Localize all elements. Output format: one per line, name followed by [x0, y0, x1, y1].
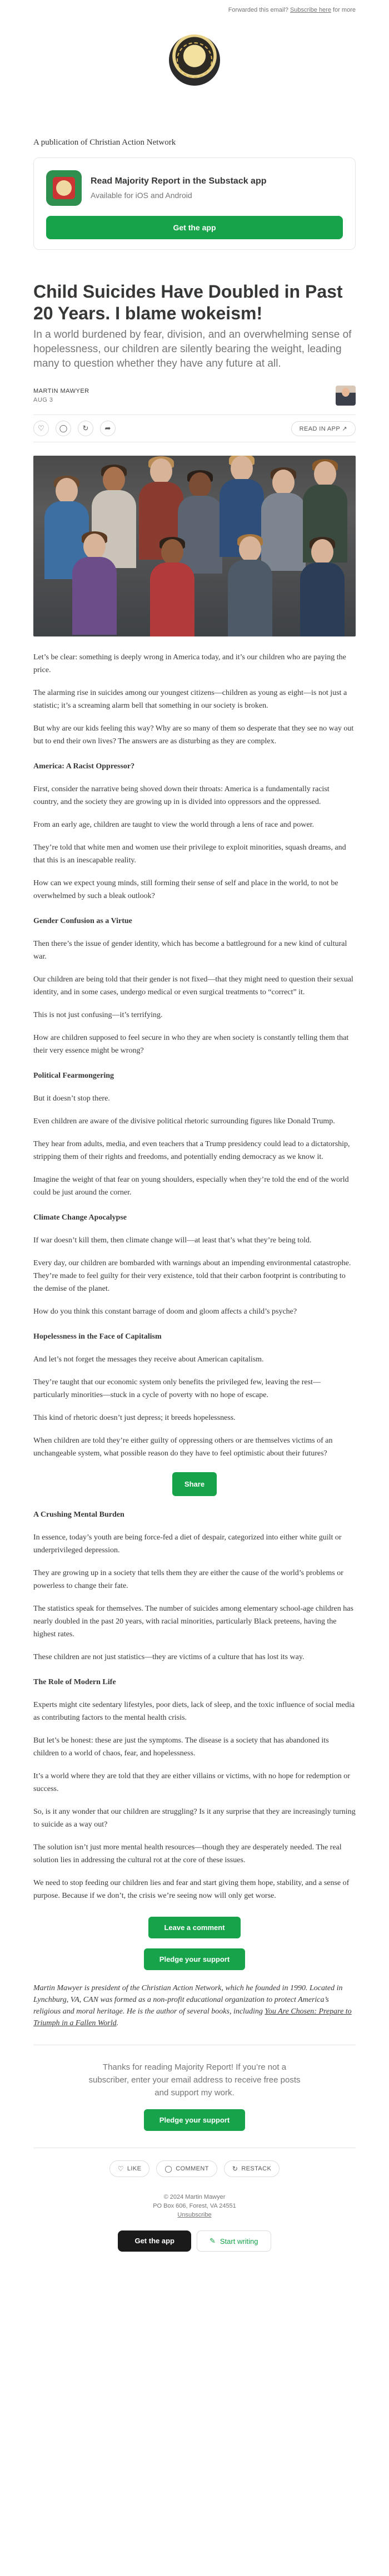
- app-card-title: Read Majority Report in the Substack app: [91, 176, 267, 186]
- paragraph: They’re taught that our economic system only benefits the privileged few, leaving the rest—particularly minorities—stuck in a cycle of poverty with no hope of escape.: [33, 1378, 321, 1399]
- paragraph: This kind of rhetoric doesn’t just depress; it breeds hopelessness.: [33, 1414, 236, 1422]
- publication-logo[interactable]: [169, 34, 220, 86]
- avatar[interactable]: [336, 386, 356, 406]
- section-heading: Hopelessness in the Face of Capitalism: [33, 1333, 162, 1341]
- section-heading: Climate Change Apocalypse: [33, 1213, 127, 1222]
- paragraph: It’s a world where they are told that they are either villains or victims, with no hope for redemption or success.: [33, 1772, 350, 1793]
- restack-button[interactable]: [224, 2160, 280, 2177]
- paragraph: But it doesn’t stop there.: [33, 1094, 110, 1103]
- paragraph: The statistics speak for themselves. The number of suicides among elementary school-age children has nearly doubled in the past 20 years, with racial minorities, particularly Black preteens, having the highest rates.: [33, 1605, 353, 1639]
- paragraph: So, is it any wonder that our children are struggling? Is it any surprise that they are increasingly turning to suicide as a way out?: [33, 1808, 356, 1829]
- paragraph: How do you think this constant barrage of doom and gloom affects a child’s psyche?: [33, 1307, 297, 1316]
- paragraph: These children are not just statistics—they are victims of a culture that has lost its way.: [33, 1653, 305, 1661]
- app-icon: [46, 170, 82, 206]
- app-card-subtitle: Available for iOS and Android: [91, 191, 192, 200]
- heart-icon: ♡: [117, 2165, 124, 2173]
- paragraph: Even children are aware of the divisive political rhetoric surrounding figures like Donald Trump.: [33, 1117, 335, 1126]
- forwarded-text: Forwarded this email?: [228, 7, 288, 13]
- logo-ring: [177, 42, 212, 78]
- copyright: © 2024 Martin Mawyer: [163, 2194, 226, 2200]
- footer: [33, 2193, 356, 2219]
- paragraph: The solution isn’t just more mental health resources—though they are desperately needed. The real solution lies in addressing the cultural rot at the core of these issues.: [33, 1843, 342, 1864]
- article-body: [33, 651, 356, 1902]
- leave-comment-button[interactable]: Leave a comment: [148, 1917, 240, 1938]
- hero-image[interactable]: [33, 456, 356, 636]
- pledge-support-button[interactable]: Pledge your support: [144, 1948, 245, 1970]
- comment-button[interactable]: [156, 2160, 217, 2177]
- start-writing-label: Start writing: [220, 2237, 258, 2246]
- paragraph: They are growing up in a society that tells them they are either the cause of the world’s problems or powerless to change their fate.: [33, 1569, 343, 1590]
- read-in-app-label: READ IN APP: [299, 425, 340, 432]
- paragraph: Every day, our children are bombarded with warnings about an impending environmental catastrophe. They’re made to feel guilty for their very existence, told that their carbon footprint is contributing to the demise of the planet.: [33, 1259, 351, 1293]
- like-button[interactable]: [109, 2160, 150, 2177]
- footer-buttons: [33, 2230, 356, 2264]
- paragraph: Let’s be clear: something is deeply wrong in America today, and it’s our children who are paying the price.: [33, 653, 346, 674]
- paragraph: The alarming rise in suicides among our youngest citizens—children as young as eight—is not just a statistic; it’s a screaming alarm bell that something in our society is broken.: [33, 689, 347, 710]
- post-title[interactable]: Child Suicides Have Doubled in Past 20 Years. I blame wokeism!: [33, 282, 343, 323]
- paragraph: How are children supposed to feel secure in who they are when society is constantly telling them that their very essence might be wrong?: [33, 1034, 349, 1055]
- paragraph: From an early age, children are taught to view the world through a lens of race and power.: [33, 821, 314, 829]
- bio-end: .: [116, 2019, 119, 2027]
- address: PO Box 606, Forest, VA 24551: [153, 2203, 236, 2209]
- paragraph: But let’s be honest: these are just the symptoms. The disease is a society that has abandoned its children to a world of chaos, fear, and hopelessness.: [33, 1736, 329, 1758]
- paragraph: Imagine the weight of that fear on young shoulders, especially when they’re told the end of the world could be just around the corner.: [33, 1176, 349, 1197]
- thanks-text: Thanks for reading Majority Report! If you’re not a subscriber, enter your email address to receive free posts and support my work.: [88, 2062, 301, 2098]
- unsubscribe-link[interactable]: Unsubscribe: [177, 2212, 212, 2218]
- heart-icon[interactable]: ♡: [33, 421, 49, 436]
- thanks-section: [33, 2045, 356, 2131]
- post-date: AUG 3: [33, 397, 53, 403]
- byline: [33, 386, 356, 406]
- restack-icon[interactable]: ↻: [78, 421, 93, 436]
- paragraph: First, consider the narrative being shoved down their throats: America is a fundamentally racist country, and the society they are growing up in is divided into oppressors and the oppressed.: [33, 785, 330, 806]
- paragraph: When children are told they’re either guilty of oppressing others or are themselves victims of an unchangeable system, what possible reason do they have to feel optimistic about their futures?: [33, 1437, 333, 1458]
- external-link-icon: ↗: [342, 425, 347, 432]
- paragraph: Then there’s the issue of gender identity, which has become a battleground for a new kind of cultural war.: [33, 940, 347, 961]
- section-heading: Political Fearmongering: [33, 1072, 114, 1080]
- section-heading: A Crushing Mental Burden: [33, 1511, 124, 1519]
- paragraph: They’re told that white men and women use their privilege to exploit minorities, squash dreams, and that this is an inescapable reality.: [33, 843, 346, 865]
- more-text: for more: [333, 7, 356, 13]
- restack-label: RESTACK: [241, 2165, 272, 2172]
- comment-icon: ◯: [164, 2165, 173, 2173]
- section-heading: The Role of Modern Life: [33, 1678, 116, 1686]
- footer-get-app-button[interactable]: Get the app: [118, 2230, 191, 2252]
- paragraph: They hear from adults, media, and even teachers that a Trump presidency could lead to a dictatorship, stripping them of their rights and freedoms, and potentially ending democracy as we know it.: [33, 1140, 350, 1161]
- subscribe-link[interactable]: Subscribe here: [290, 7, 331, 13]
- section-heading: America: A Racist Oppressor?: [33, 762, 135, 771]
- paragraph: How can we expect young minds, still forming their sense of self and place in the world, to not be overwhelmed by such a bleak outlook?: [33, 879, 338, 900]
- post-action-bar: [33, 414, 356, 442]
- start-writing-button[interactable]: [197, 2230, 271, 2252]
- forwarded-note: [0, 0, 389, 13]
- like-label: LIKE: [127, 2165, 142, 2172]
- pledge-support-button-2[interactable]: Pledge your support: [144, 2109, 245, 2131]
- paragraph: Our children are being told that their gender is not fixed—that they might need to question their sexual identity, and in some cases, undergo medical or even surgical treatments to “correct” it.: [33, 975, 353, 996]
- paragraph: We need to stop feeding our children lies and fear and start giving them hope, stability, and a sense of purpose. Because if we don’t, the crisis we’re seeing now will only get worse.: [33, 1879, 350, 1900]
- section-heading: Gender Confusion as a Virtue: [33, 917, 132, 925]
- book-link[interactable]: You Are Chosen: Prepare to Triumph in a Fallen World: [33, 2007, 352, 2027]
- share-button[interactable]: Share: [172, 1472, 217, 1496]
- read-in-app-button[interactable]: [291, 421, 356, 436]
- paragraph: But why are our kids feeling this way? Why are so many of them so desperate that they see no way out but to end their own lives? The answers are as disturbing as they are complex.: [33, 724, 354, 746]
- paragraph: This is not just confusing—it’s terrifying.: [33, 1011, 163, 1019]
- get-app-button[interactable]: Get the app: [46, 216, 343, 239]
- author-bio: [33, 1982, 356, 2029]
- publication-line: A publication of Christian Action Network: [33, 138, 176, 147]
- post-subtitle: In a world burdened by fear, division, and an overwhelming sense of hopelessness, our children are silently bearing the weight, leading many to question whether they have any future at all.: [33, 329, 352, 369]
- comment-label: COMMENT: [176, 2165, 209, 2172]
- share-icon[interactable]: ➦: [100, 421, 116, 436]
- app-promo-card: [33, 157, 356, 250]
- restack-icon: ↻: [232, 2165, 238, 2173]
- comment-icon[interactable]: ◯: [56, 421, 71, 436]
- pencil-icon: ✎: [209, 2237, 216, 2245]
- paragraph: If war doesn’t kill them, then climate change will—at least that’s what they’re being told.: [33, 1236, 312, 1245]
- bio-text: Martin Mawyer is president of the Christian Action Network, which he founded in 1990. Located in Lynchburg, VA, CAN was formed as a non-profit educational organization to protect America’s religious and moral heritage. He is the author of several books, including: [33, 1984, 343, 2016]
- paragraph: And let’s not forget the messages they receive about American capitalism.: [33, 1355, 264, 1364]
- author-name[interactable]: MARTIN MAWYER: [33, 388, 89, 394]
- social-actions: [33, 2148, 356, 2177]
- paragraph: In essence, today’s youth are being force-fed a diet of despair, categorized into either white guilt or underprivileged depression.: [33, 1533, 342, 1555]
- paragraph: Experts might cite sedentary lifestyles, poor diets, lack of sleep, and the toxic influence of social media as contributing factors to the mental health crisis.: [33, 1701, 355, 1722]
